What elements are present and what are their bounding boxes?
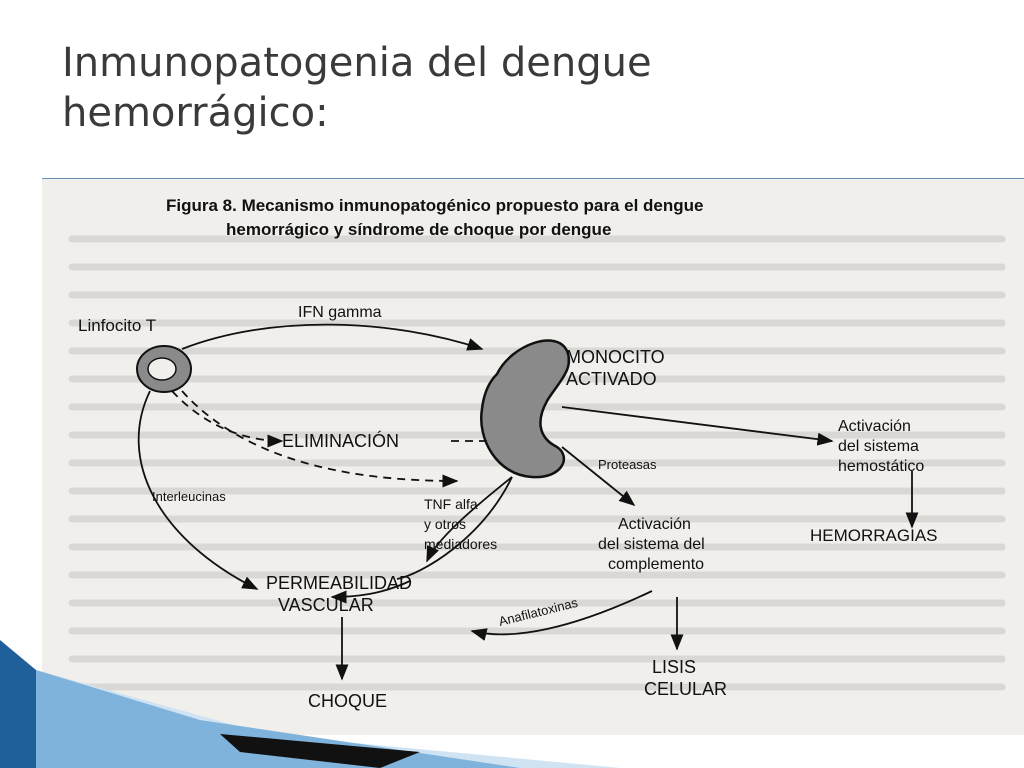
lymphocyte-cell-icon <box>137 346 191 392</box>
label-tnf-3: mediadores <box>424 536 498 552</box>
label-choque: CHOQUE <box>308 691 388 711</box>
label-ifn-gamma: IFN gamma <box>298 304 382 321</box>
label-linfocito-t: Linfocito T <box>78 316 157 335</box>
label-vascular: VASCULAR <box>278 595 374 615</box>
figure-caption-line-2: hemorrágico y síndrome de choque por dengue <box>226 220 612 239</box>
label-lisis: LISIS <box>652 657 697 677</box>
label-tnf-1: TNF alfa <box>424 496 478 512</box>
label-complemento-3: complemento <box>608 556 705 573</box>
label-tnf-2: y otros <box>424 516 467 532</box>
label-interleucinas: Interleucinas <box>152 489 226 504</box>
label-permeabilidad: PERMEABILIDAD <box>266 573 413 593</box>
label-proteasas: Proteasas <box>598 457 657 472</box>
label-activacion-hemo-3: hemostático <box>838 458 925 475</box>
label-complemento-1: Activación <box>618 516 691 533</box>
slide-title-line-2: hemorrágico: <box>62 90 329 136</box>
label-hemorragias: HEMORRAGIAS <box>810 526 938 545</box>
blue-swoosh-dark <box>0 640 36 768</box>
label-activacion-hemo-2: del sistema <box>838 438 919 455</box>
arrow-ifn-to-monocito <box>182 325 482 349</box>
arrow-monocito-to-complemento <box>562 447 634 505</box>
label-monocito: MONOCITO <box>566 347 665 367</box>
slide-title <box>62 38 962 138</box>
label-celular: CELULAR <box>644 679 728 699</box>
figure-caption-line-1: Figura 8. Mecanismo inmunopatogénico propuesto para el dengue <box>166 196 704 215</box>
slide-title-line-1: Inmunopatogenia del dengue <box>62 40 652 86</box>
label-activado: ACTIVADO <box>566 369 657 389</box>
label-eliminacion: ELIMINACIÓN <box>282 431 400 451</box>
label-anafilatoxinas: Anafilatoxinas <box>497 594 580 629</box>
label-activacion-hemo-1: Activación <box>838 418 911 435</box>
slide-decoration <box>0 640 1024 768</box>
label-complemento-2: del sistema del <box>598 536 705 553</box>
